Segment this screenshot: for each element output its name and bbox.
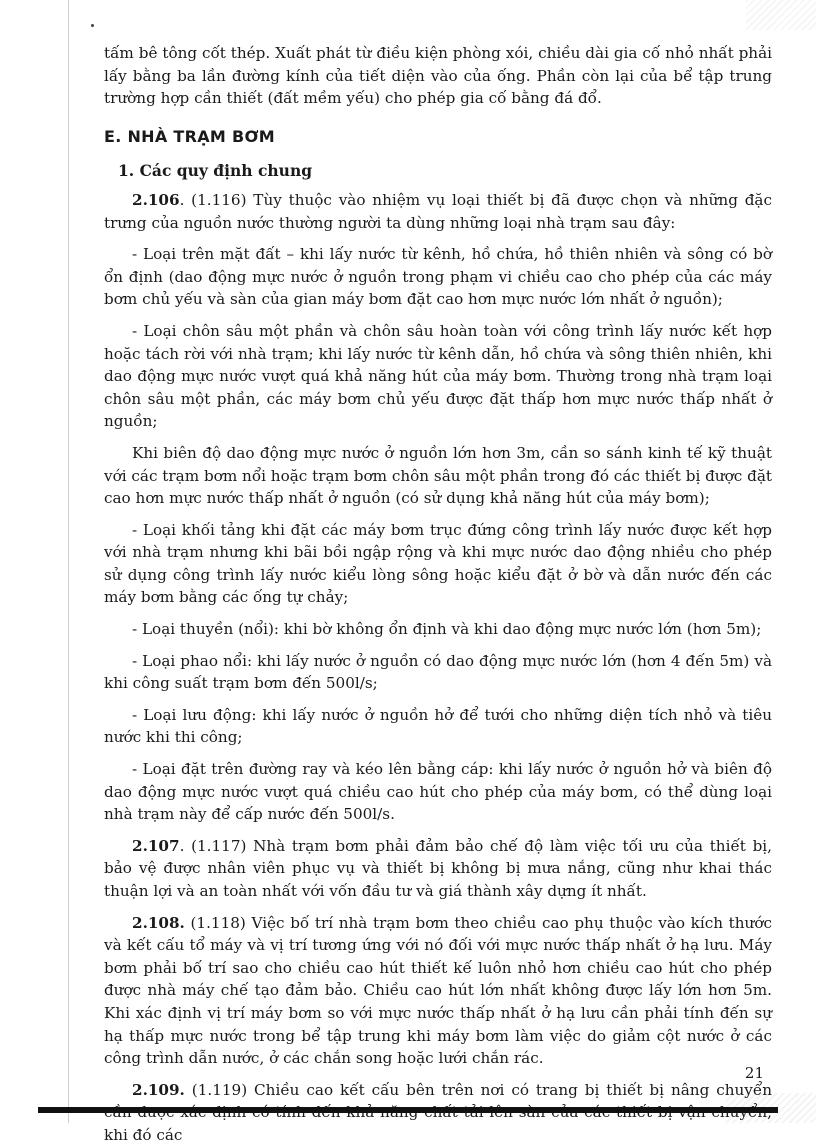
- clause-2-106: [104, 189, 772, 234]
- scan-speck: [91, 24, 94, 27]
- list-item-note: Khi biên độ dao động mực nước ở nguồn lớn hơn 3m, cần so sánh kinh tế kỹ thuật với các trạm bơm nổi hoặc trạm bơm chôn sâu một phần trong đó các thiết bị được đặt cao hơn mực nước thấp nhất ở nguồn (có sử dụng khả năng hút của máy bơm);: [104, 443, 772, 508]
- list-item: - Loại thuyền (nổi): khi bờ không ổn định và khi dao động mực nước lớn (hơn 5m);: [132, 620, 762, 639]
- clause-2-107: [104, 835, 772, 903]
- sub-heading: 1. Các quy định chung: [118, 161, 313, 181]
- list-item: - Loại khối tảng khi đặt các máy bơm trục đứng công trình lấy nước được kết hợp với nhà trạm nhưng khi bãi bồi ngập rộng và khi mực nước dao động nhiều cho phép sử dụng công trình lấy nước kiểu lòng sông hoặc kiểu đặt ở bờ và dẫn nước đến các máy bơm bằng các ống tự chảy;: [104, 520, 772, 607]
- clause-number: 2.107: [132, 836, 180, 855]
- page-body: [104, 42, 772, 1147]
- clause-number: 2.109.: [132, 1080, 185, 1099]
- list-item: - Loại chôn sâu một phần và chôn sâu hoàn toàn với công trình lấy nước kết hợp hoặc tách rời với nhà trạm; khi lấy nước từ kênh dẫn, hồ chứa và sông thiên nhiên, khi dao động mực nước vượt quá khả năng hút của máy bơm. Thường trong nhà trạm loại chôn sâu một phần, các máy bơm chủ yếu được đặt thấp hơn mực nước thấp nhất ở nguồn;: [104, 321, 772, 431]
- clause-number: 2.108.: [132, 913, 185, 932]
- section-heading: E. NHÀ TRẠM BƠM: [104, 126, 276, 146]
- scan-artifact-top: [746, 0, 816, 30]
- clause-2-108: [104, 912, 772, 1070]
- clause-number: 2.106: [132, 190, 180, 209]
- clause-text: (1.119) Chiều cao kết cấu bên trên nơi có trang bị thiết bị nâng chuyển khi đó các: [104, 1080, 772, 1144]
- page-number: 21: [744, 1064, 764, 1082]
- intro-paragraph: tấm bê tông cốt thép. Xuất phát từ điều kiện phòng xói, chiều dài gia cố nhỏ nhất phải lấy bằng ba lần đường kính của tiết diện vào của ống. Phần còn lại của bể tập trung trường hợp cần thiết (đất mềm yếu) cho phép gia cố bằng đá đổ.: [104, 44, 772, 108]
- page-edge-rule: [68, 0, 69, 1123]
- clause-text: (1.118) Việc bố trí nhà trạm bơm theo chiều cao phụ thuộc vào kích thước và kết cấu tổ máy và vị trí tương ứng với nó đối với mực nước thấp nhất ở hạ lưu. Máy bơm phải bố trí sao cho chiều cao hút thiết kế luôn nhỏ hơn chiều cao hút cho phép được nhà máy chế tạo đảm bảo. Chiều cao hút lớn nhất không được lấy lớn hơn 5m. Khi xác định vị trí máy bơm so với mực nước thấp nhất ở hạ lưu cần phải tính đến sự hạ thấp mực nước trong bể tập trung khi máy bơm làm việc do giảm cột nước ở các công trình dẫn nước, ở các chắn song hoặc lưới chắn rác.: [104, 913, 772, 1068]
- list-item: - Loại lưu động: khi lấy nước ở nguồn hở để tưới cho những diện tích nhỏ và tiêu nước khi thi công;: [104, 705, 772, 747]
- list-item: - Loại phao nổi: khi lấy nước ở nguồn có dao động mực nước lớn (hơn 4 đến 5m) và khi công suất trạm bơm đến 500l/s;: [104, 651, 772, 693]
- clause-text: . (1.117) Nhà trạm bơm phải đảm bảo chế độ làm việc tối ưu của thiết bị, bảo vệ được nhân viên phục vụ và thiết bị không bị mưa nắng, cũng như khai thác thuận lợi và an toàn nhất với vốn đầu tư và giá thành xây dựng ít nhất.: [104, 836, 772, 900]
- clause-text: . (1.116) Tùy thuộc vào nhiệm vụ loại thiết bị đã được chọn và những đặc trưng của nguồn nước thường người ta dùng những loại nhà trạm sau đây:: [104, 190, 772, 232]
- list-item: - Loại trên mặt đất – khi lấy nước từ kênh, hồ chứa, hồ thiên nhiên và sông có bờ ổn định (dao động mực nước ở nguồn trong phạm vi chiều cao cho phép của các máy bơm chủ yếu và sàn của gian máy bơm đặt cao hơn mực nước lớn nhất ở nguồn);: [104, 245, 772, 309]
- footer-rule: [38, 1107, 778, 1113]
- list-item: - Loại đặt trên đường ray và kéo lên bằng cáp: khi lấy nước ở nguồn hở và biên độ dao động mực nước vượt quá chiều cao hút cho phép của máy bơm, có thể dùng loại nhà trạm này để cấp nước đến 500l/s.: [104, 760, 772, 824]
